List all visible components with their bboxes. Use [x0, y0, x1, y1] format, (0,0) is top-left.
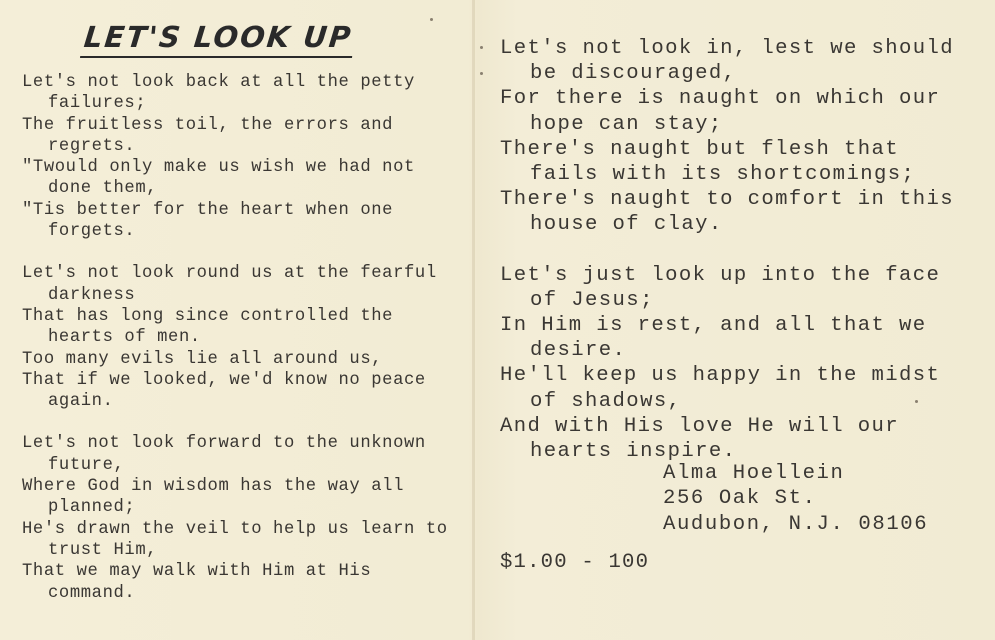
poem-line: There's naught but flesh that fails with its shortcomings; — [500, 137, 916, 187]
poem-line: Too many evils lie all around us, — [22, 349, 383, 369]
price-label: $1.00 - 100 — [500, 550, 650, 574]
poem-line: Where God in wisdom has the way all planned; — [22, 477, 404, 518]
poem-line: He'll keep us happy in the midst of shadows, — [500, 364, 941, 413]
poem-line: Let's not look back at all the petty failures; — [22, 73, 415, 114]
poem-line: Let's not look forward to the unknown future, — [22, 434, 426, 475]
poem-line: That has long since controlled the hearts of men. — [22, 306, 394, 348]
stanza-1 — [22, 72, 462, 242]
right-column — [500, 36, 980, 574]
poem-line: For there is naught on which our hope can stay; — [500, 87, 941, 136]
stanza-3 — [22, 433, 462, 603]
stanza-2 — [22, 263, 462, 412]
poem-line: Let's not look in, lest we should be discouraged, — [500, 37, 955, 86]
stanza-5 — [500, 263, 980, 465]
right-poem — [500, 36, 980, 464]
poem-line: There's naught to comfort in this house of clay. — [500, 188, 955, 237]
ink-speck — [480, 46, 483, 49]
poem-line: Let's just look up into the face of Jesus; — [500, 263, 941, 312]
author-street: 256 Oak St. — [663, 487, 817, 511]
ink-speck — [480, 72, 483, 75]
poem-line: That if we looked, we'd know no peace again. — [22, 370, 426, 412]
poem-line: Let's not look round us at the fearful darkness — [22, 264, 437, 305]
poem-line: "Tis better for the heart when one forgets. — [22, 200, 394, 242]
left-column — [22, 20, 462, 625]
poem-line: "Twould only make us wish we had not done them, — [22, 158, 415, 199]
poem-line: He's drawn the veil to help us learn to trust Him, — [22, 519, 448, 560]
poem-title: LET'S LOOK UP — [80, 20, 356, 58]
author-signature — [663, 461, 980, 537]
poem-line: The fruitless toil, the errors and regrets. — [22, 115, 394, 156]
stanza-4 — [500, 36, 980, 238]
author-city: Audubon, N.J. 08106 — [663, 512, 929, 536]
left-poem — [22, 72, 462, 604]
page-fold — [472, 0, 475, 640]
author-name: Alma Hoellein — [663, 462, 845, 486]
poem-line: And with His love He will our hearts inspire. — [500, 414, 899, 464]
poem-line: That we may walk with Him at His command. — [22, 562, 372, 603]
poem-line: In Him is rest, and all that we desire. — [500, 314, 927, 363]
